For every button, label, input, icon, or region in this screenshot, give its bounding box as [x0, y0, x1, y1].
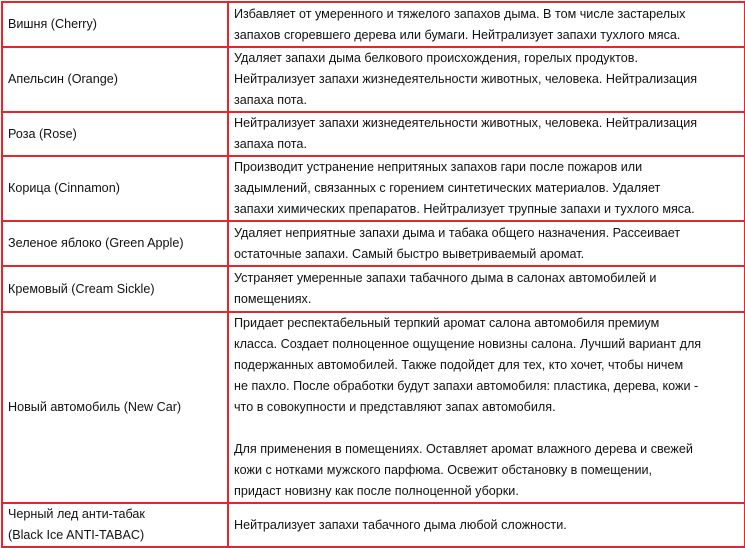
scent-name: Новый автомобиль (New Car) [2, 312, 228, 503]
table-row [2, 47, 745, 112]
scent-description [228, 2, 745, 47]
description-paragraph: Нейтрализует запахи жизнедеятельности животных, человека. Нейтрализация запаха пота. [234, 116, 698, 151]
scent-description [228, 312, 745, 503]
scent-description [228, 266, 745, 312]
table-row [2, 221, 745, 266]
scent-description [228, 47, 745, 112]
scent-description [228, 156, 745, 221]
table-row [2, 156, 745, 221]
table-row [2, 503, 745, 547]
scent-name: Корица (Cinnamon) [2, 156, 228, 221]
table-row [2, 2, 745, 47]
description-paragraph: Придает респектабельный терпкий аромат салона автомобиля премиум класса. Создает полноценное ощущение новизны салона. Лучший вариант для подержанных автомобилей. Также подойдет для тех, кто хочет, чтобы ничем не пахло. После обработки будут запахи автомобиля: пластика, дерева, кожи - что в совокупности и представляют запах автомобиля. [234, 316, 702, 414]
scent-description [228, 221, 745, 266]
table-row [2, 112, 745, 156]
scent-name: Вишня (Cherry) [2, 2, 228, 47]
scent-description [228, 503, 745, 547]
table-row [2, 312, 745, 503]
scent-name: Зеленое яблоко (Green Apple) [2, 221, 228, 266]
description-paragraph: Нейтрализует запахи табачного дыма любой сложности. [234, 517, 567, 532]
scent-description [228, 112, 745, 156]
table-row [2, 266, 745, 312]
scent-name: Роза (Rose) [2, 112, 228, 156]
description-paragraph: Производит устранение непритяных запахов гари после пожаров или задымлений, связанных с горением синтетических материалов. Удаляет запахи химических препаратов. Нейтрализует трупные запахи и тухлого мяса. [234, 160, 695, 216]
description-paragraph: Для применения в помещениях. Оставляет аромат влажного дерева и свежей кожи с нотками мужского парфюма. Освежит обстановку в помещении, придаст новизну как после полноценной уборки. [234, 442, 693, 498]
description-paragraph: Удаляет неприятные запахи дыма и табака общего назначения. Рассеивает остаточные запахи. Самый быстро выветриваемый аромат. [234, 225, 681, 261]
scent-name: Черный лед анти-табак (Black Ice ANTI-TABAC) [2, 503, 228, 547]
scent-table [1, 1, 745, 548]
description-paragraph: Избавляет от умеренного и тяжелого запахов дыма. В том числе застарелых запахов сгоревшего дерева или бумаги. Нейтрализует запахи тухлого мяса. [234, 6, 686, 42]
scent-name: Апельсин (Orange) [2, 47, 228, 112]
scent-name: Кремовый (Cream Sickle) [2, 266, 228, 312]
description-paragraph: Удаляет запахи дыма белкового происхождения, горелых продуктов. Нейтрализует запахи жизнедеятельности животных, человека. Нейтрализация запаха пота. [234, 51, 698, 107]
description-paragraph: Устраняет умеренные запахи табачного дыма в салонах автомобилей и помещениях. [234, 271, 657, 306]
